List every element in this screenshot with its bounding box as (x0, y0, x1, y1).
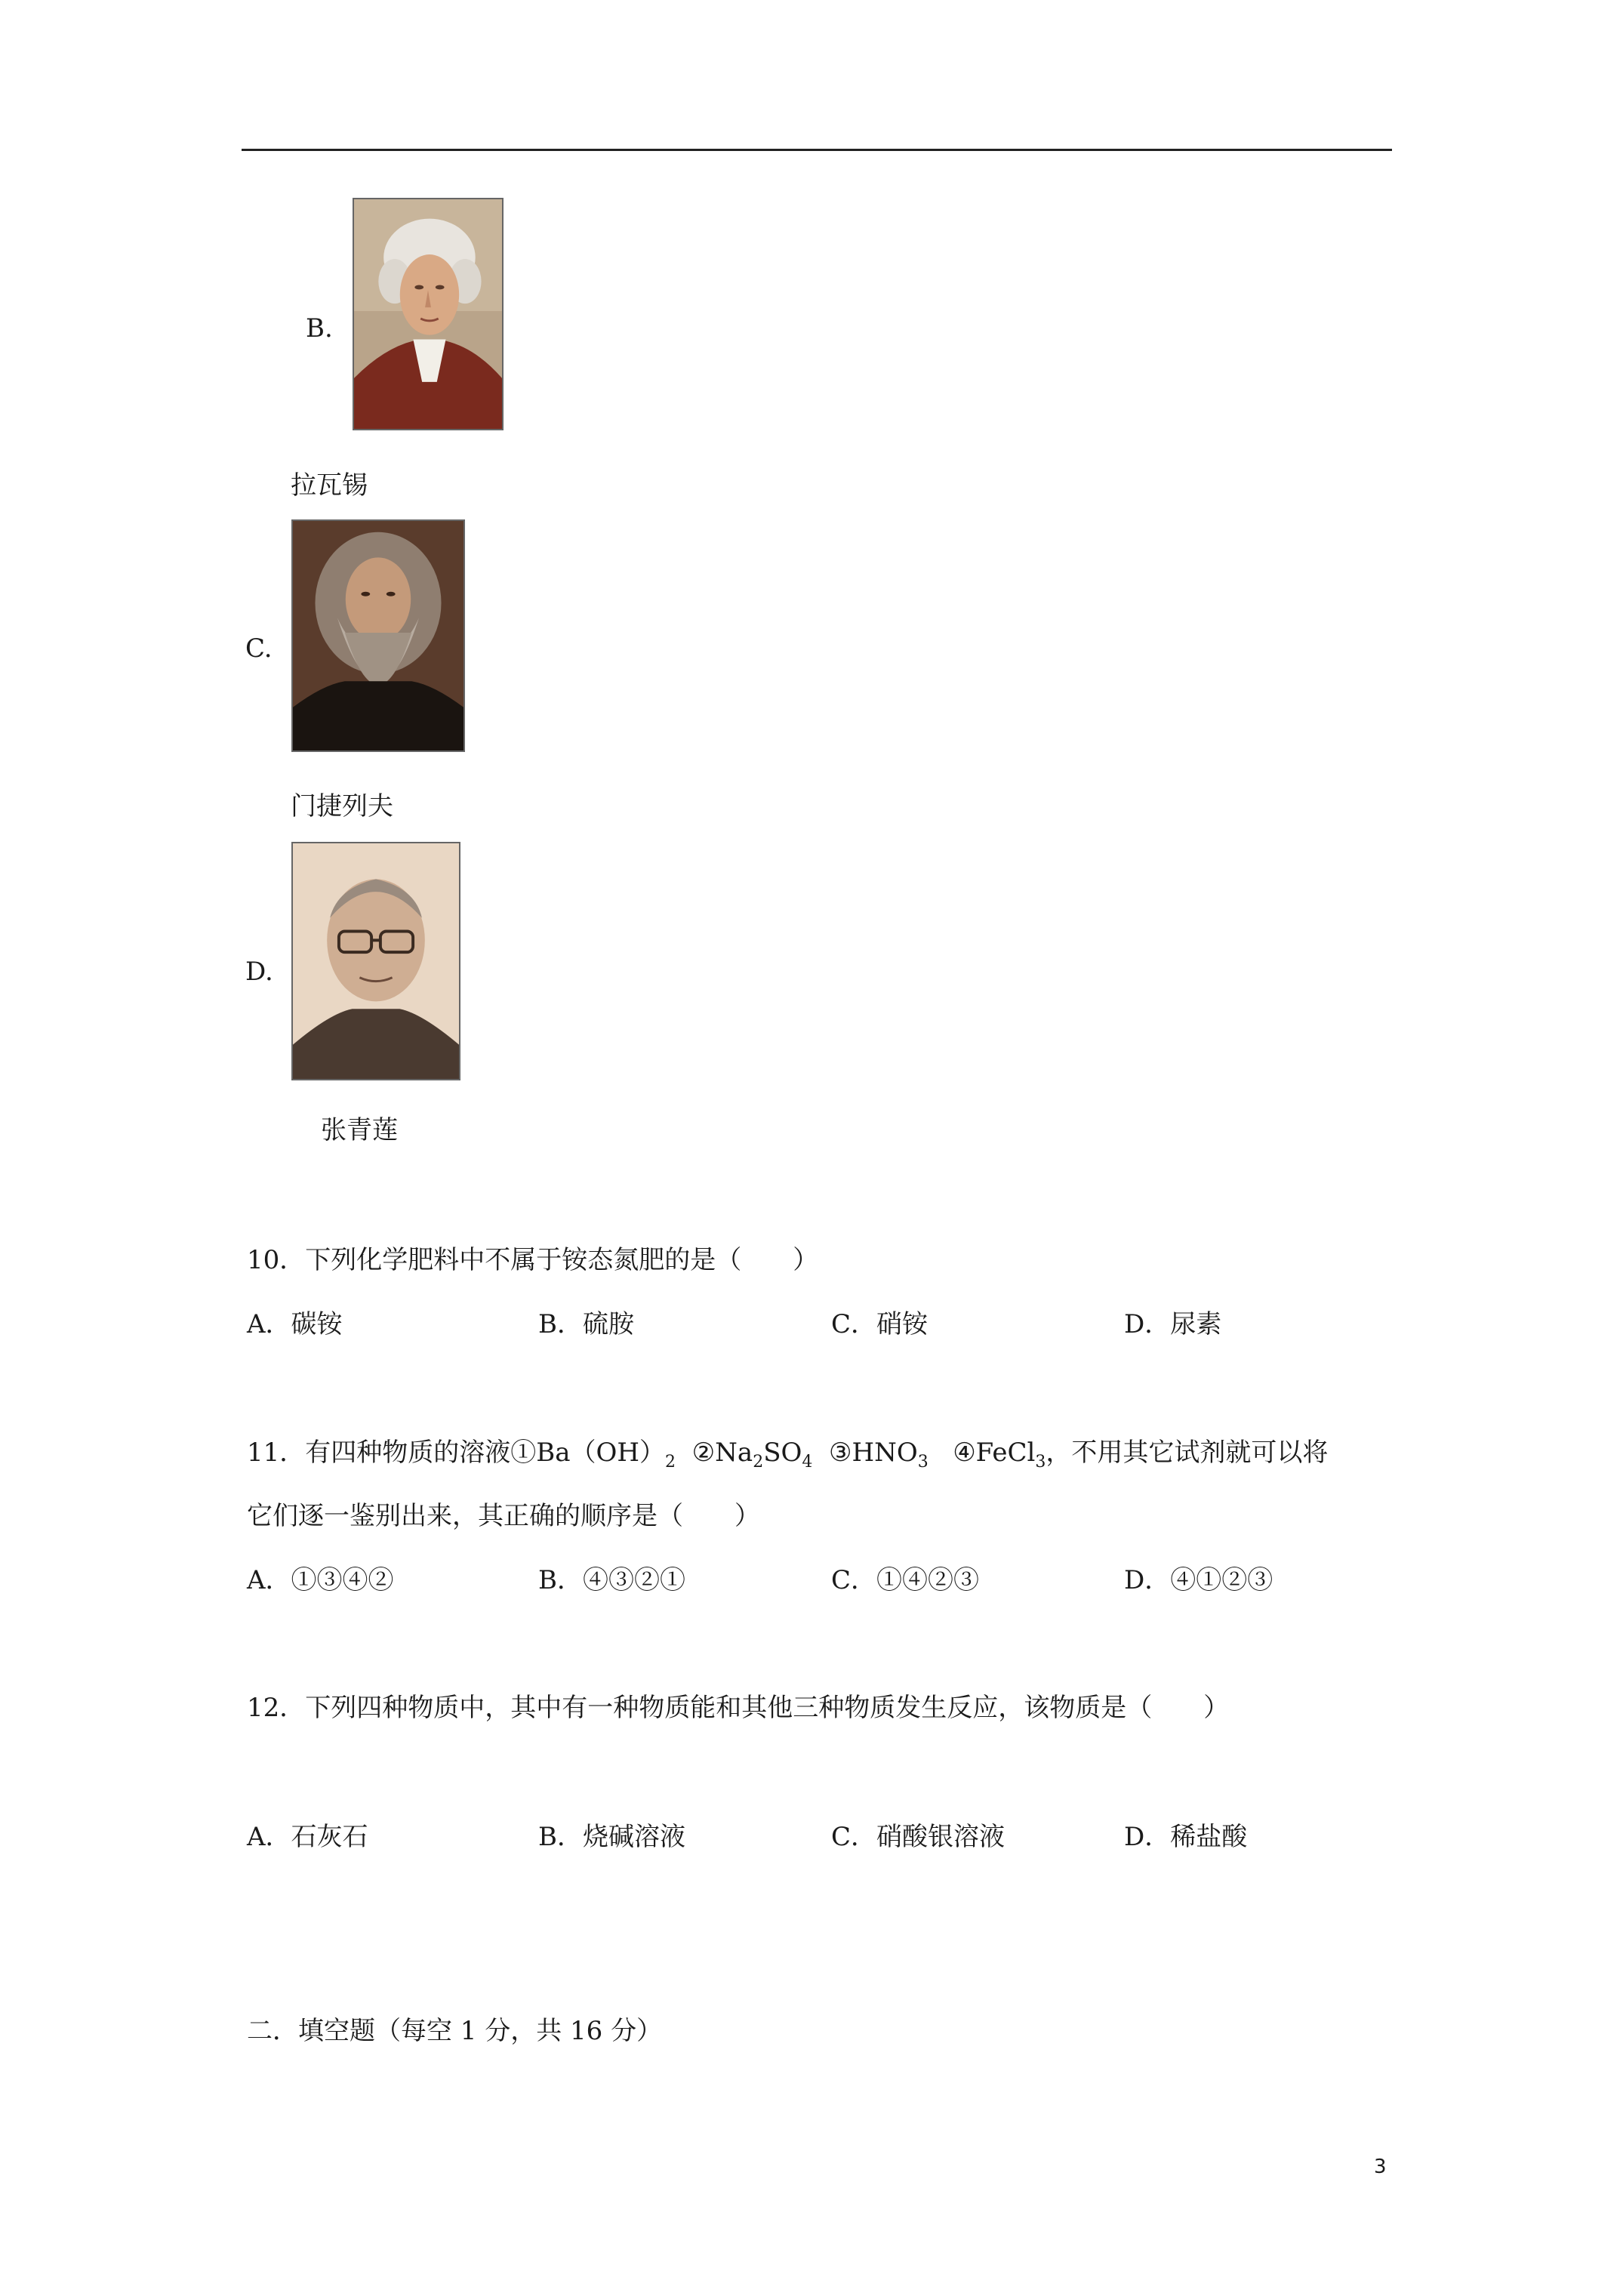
q11-option-b: B．④③②① (538, 1565, 685, 1595)
q12-option-b: B．烧碱溶液 (538, 1822, 685, 1852)
q10-stem: 10．下列化学肥料中不属于铵态氮肥的是（ ） (247, 1245, 819, 1275)
q12-option-c: C．硝酸银溶液 (831, 1822, 1006, 1852)
q10-option-c: C．硝铵 (831, 1309, 929, 1339)
option-c-caption: 门捷列夫 (291, 791, 393, 821)
header-rule (242, 149, 1392, 151)
q11-stem-line1: 11．有四种物质的溶液$①Ba(OH)_2$ $②Na_2SO_4$ $③HNO_3$ ④FeCl$_3$，不用其它试剂就可以将 (247, 1438, 1329, 1472)
option-b-caption: 拉瓦锡 (291, 470, 368, 501)
option-d-caption: 张青莲 (321, 1115, 398, 1145)
q10-option-a: A．碳铵 (247, 1309, 343, 1339)
q11-option-c: C．①④②③ (831, 1565, 980, 1595)
q11-option-d: D．④①②③ (1124, 1565, 1273, 1595)
q11-option-a: A．①③④② (247, 1565, 394, 1595)
mendeleev-portrait (291, 519, 465, 752)
section-2-heading: 二．填空题（每空 1 分，共 16 分） (247, 2016, 663, 2046)
q12-stem: 12．下列四种物质中，其中有一种物质能和其他三种物质发生反应，该物质是（ ） (247, 1693, 1230, 1723)
q10-option-d: D．尿素 (1124, 1309, 1222, 1339)
q12-option-d: D．稀盐酸 (1124, 1822, 1248, 1852)
option-d-letter: D. (245, 957, 273, 987)
zhang-qinglian-portrait (291, 842, 460, 1080)
q10-option-b: B．硫胺 (538, 1309, 634, 1339)
q11-stem-line2: 它们逐一鉴别出来，其正确的顺序是（ ） (247, 1501, 760, 1531)
option-c-letter: C. (245, 633, 273, 664)
lavoisier-portrait (353, 198, 504, 430)
page-number: 3 (1374, 2156, 1387, 2178)
q12-option-a: A．石灰石 (247, 1822, 368, 1852)
option-b-letter: B. (306, 313, 333, 344)
